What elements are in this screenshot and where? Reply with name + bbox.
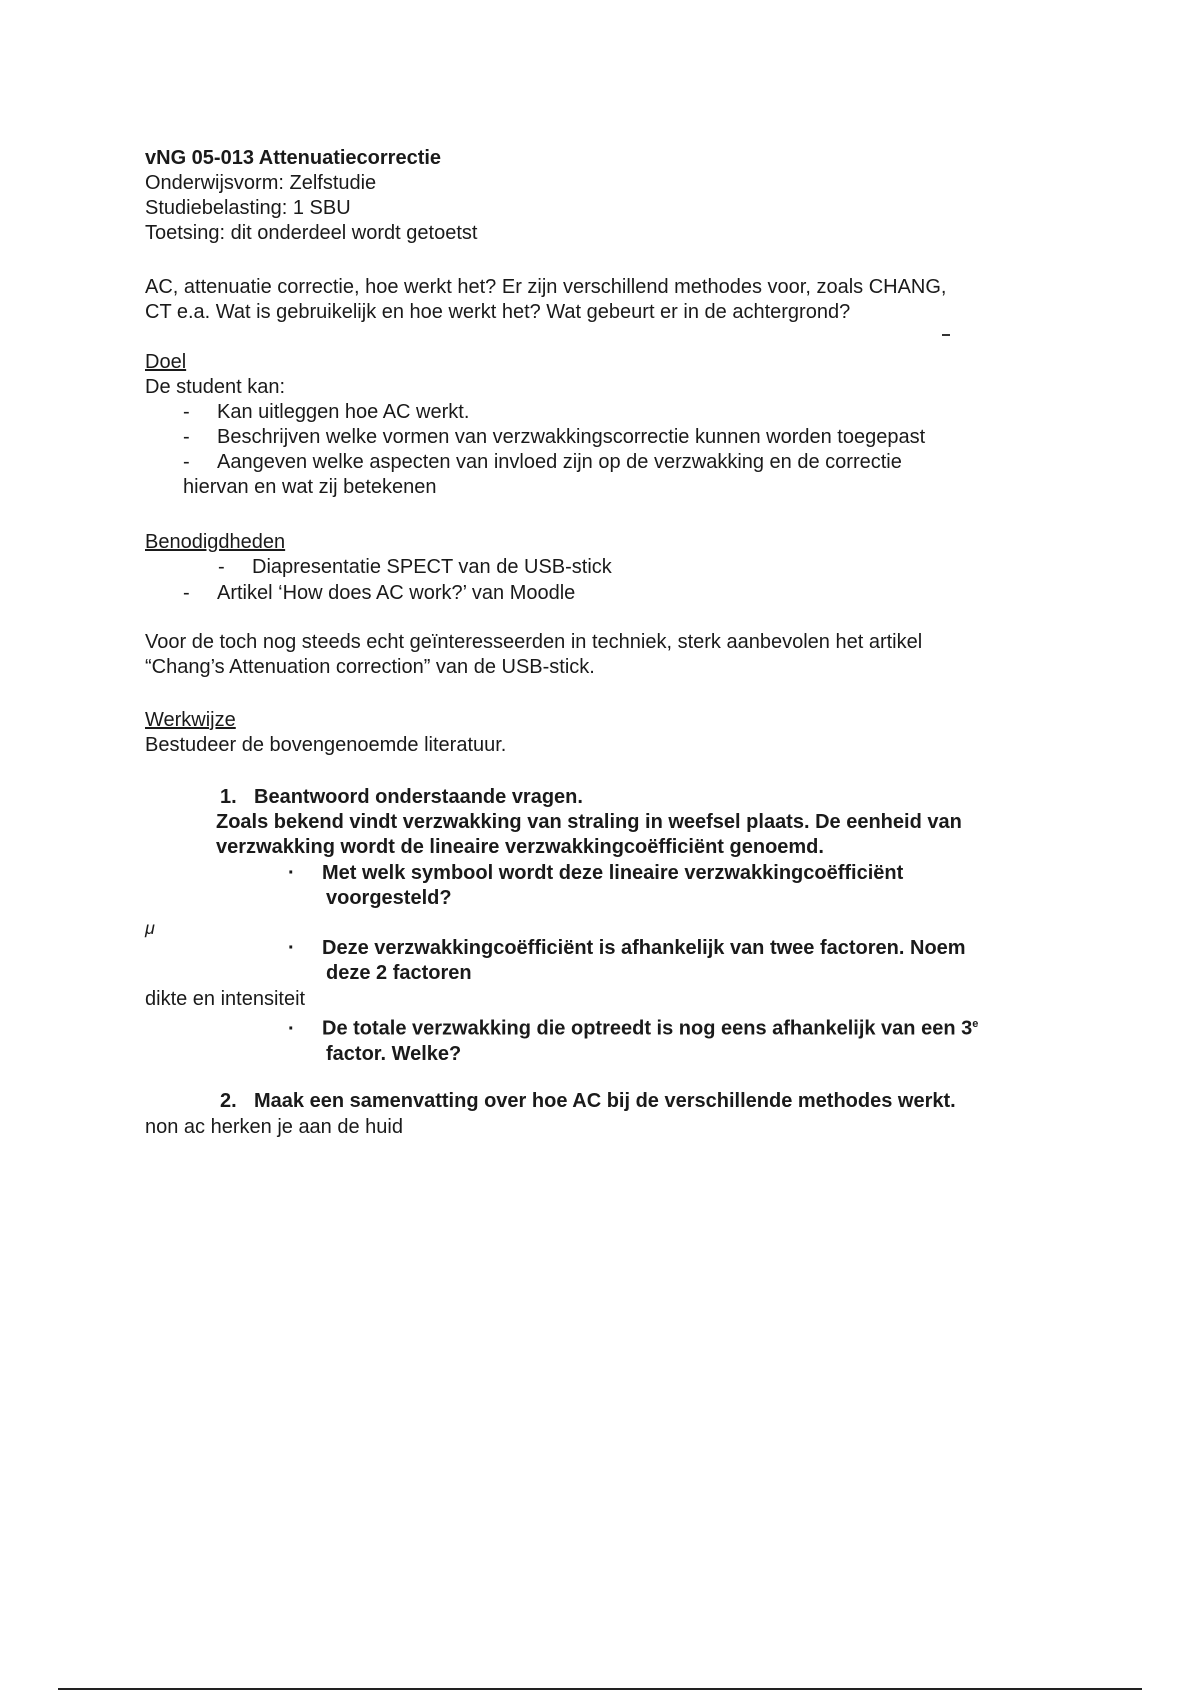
question-2: 2. Maak een samenvatting over hoe AC bij de verschillende methodes werkt. bbox=[220, 1090, 956, 1112]
section-lead: Bestudeer de bovengenoemde literatuur. bbox=[145, 734, 507, 756]
section-werkwijze bbox=[145, 708, 506, 758]
header-line: Onderwijsvorm: Zelfstudie bbox=[145, 172, 377, 194]
intro-paragraph bbox=[145, 275, 946, 325]
section-heading: Werkwijze bbox=[145, 709, 236, 731]
list-item-continuation: hiervan en wat zij betekenen bbox=[183, 476, 437, 498]
intro-line: AC, attenuatie correctie, hoe werkt het? Er zijn verschillend methodes voor, zoals CHANG, bbox=[145, 276, 947, 298]
list-item: - Beschrijven welke vormen van verzwakkingscorrectie kunnen worden toegepast bbox=[183, 426, 926, 448]
extra-line: Voor de toch nog steeds echt geïnteresseerden in techniek, sterk aanbevolen het artikel bbox=[145, 631, 923, 653]
sub-question-1: · Met welk symbool wordt deze lineaire verzwakkingcoëfficiënt voorgesteld? bbox=[288, 862, 904, 909]
section-heading: Benodigdheden bbox=[145, 531, 286, 553]
answer-2: dikte en intensiteit bbox=[145, 988, 306, 1010]
sub-question-2: · Deze verzwakkingcoëfficiënt is afhankelijk van twee factoren. Noem deze 2 factoren bbox=[288, 937, 966, 984]
document-header bbox=[145, 146, 477, 246]
section-doel bbox=[145, 350, 285, 400]
answer-q2: non ac herken je aan de huid bbox=[145, 1116, 403, 1138]
question-1: 1. Beantwoord onderstaande vragen. bbox=[220, 786, 583, 808]
header-line: Studiebelasting: 1 SBU bbox=[145, 197, 351, 219]
extra-line: “Chang’s Attenuation correction” van de USB-stick. bbox=[145, 656, 595, 678]
bottom-rule bbox=[58, 1688, 1142, 1690]
doel-list bbox=[183, 400, 925, 500]
benodigdheden-item: - Artikel ‘How does AC work?’ van Moodle bbox=[183, 582, 576, 604]
section-benodigdheden bbox=[145, 530, 285, 555]
list-item: - Kan uitleggen hoe AC werkt. bbox=[183, 401, 470, 423]
section-heading: Doel bbox=[145, 351, 187, 373]
document-title: vNG 05-013 Attenuatiecorrectie bbox=[145, 147, 442, 169]
sub-question-3: · De totale verzwakking die optreedt is nog eens afhankelijk van een 3e factor. Welke? bbox=[288, 1017, 979, 1065]
question-1-context: Zoals bekend vindt verzwakking van straling in weefsel plaats. De eenheid van verzwakking wordt de lineaire verzwakkingcoëfficiënt genoemd. bbox=[216, 811, 962, 858]
list-item: - Aangeven welke aspecten van invloed zijn op de verzwakking en de correctie bbox=[183, 451, 902, 473]
header-line: Toetsing: dit onderdeel wordt getoetst bbox=[145, 222, 478, 244]
section-lead: De student kan: bbox=[145, 376, 286, 398]
extra-paragraph bbox=[145, 630, 922, 680]
answer-1: μ bbox=[145, 918, 155, 938]
intro-line: CT e.a. Wat is gebruikelijk en hoe werkt het? Wat gebeurt er in de achtergrond? bbox=[145, 301, 851, 323]
stray-dash-mark bbox=[942, 334, 950, 336]
benodigdheden-item: - Diapresentatie SPECT van de USB-stick bbox=[218, 556, 612, 578]
